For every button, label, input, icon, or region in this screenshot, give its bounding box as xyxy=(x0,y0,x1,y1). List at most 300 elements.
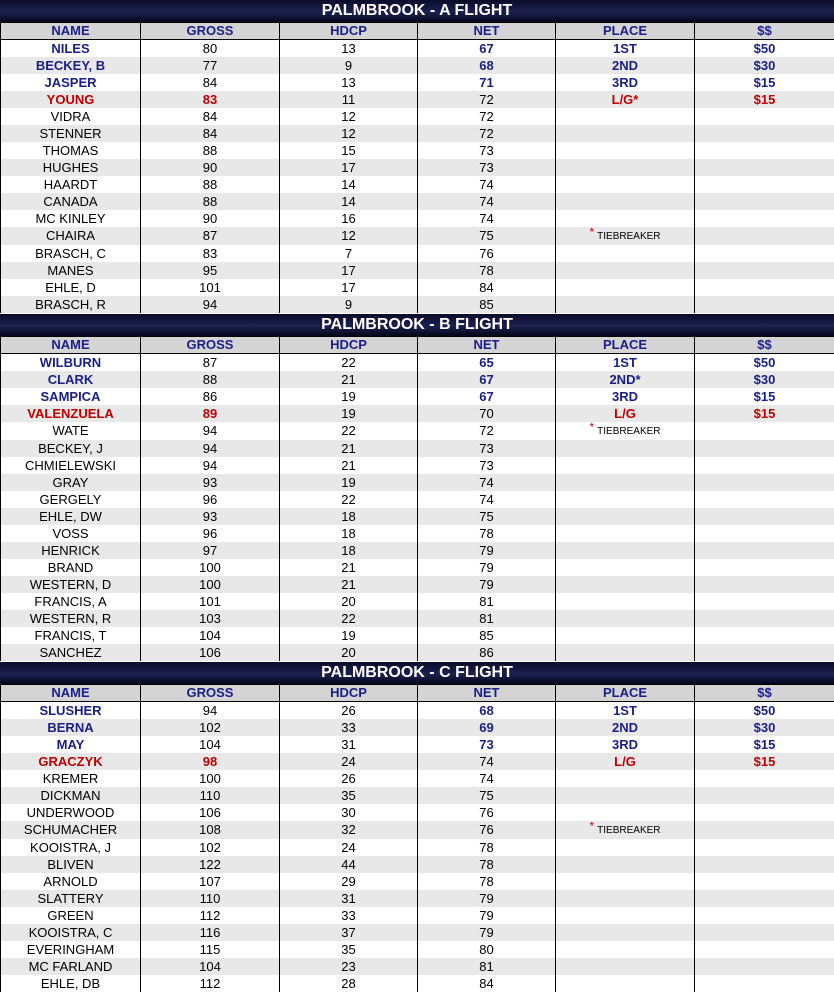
cell-name: WESTERN, R xyxy=(1,610,141,627)
cell-place: 1ST xyxy=(556,40,695,58)
cell-net: 86 xyxy=(418,644,556,661)
cell-hdcp: 35 xyxy=(280,941,418,958)
cell-money: $30 xyxy=(695,719,834,736)
cell-net: 78 xyxy=(418,839,556,856)
cell-net: 85 xyxy=(418,296,556,313)
cell-name: BRASCH, C xyxy=(1,245,141,262)
table-row xyxy=(1,856,834,873)
cell-place xyxy=(556,193,695,210)
table-row xyxy=(1,958,834,975)
cell-name: VALENZUELA xyxy=(1,405,141,422)
cell-hdcp: 13 xyxy=(280,40,418,58)
column-header: HDCP xyxy=(280,685,418,702)
cell-place xyxy=(556,279,695,296)
cell-name: EHLE, DB xyxy=(1,975,141,992)
cell-gross: 94 xyxy=(141,422,280,440)
column-header: $$ xyxy=(695,337,834,354)
cell-net: 74 xyxy=(418,193,556,210)
cell-net: 74 xyxy=(418,474,556,491)
cell-money xyxy=(695,245,834,262)
cell-money xyxy=(695,873,834,890)
cell-hdcp: 26 xyxy=(280,770,418,787)
cell-hdcp: 26 xyxy=(280,702,418,720)
column-header: HDCP xyxy=(280,337,418,354)
cell-net: 74 xyxy=(418,753,556,770)
cell-hdcp: 23 xyxy=(280,958,418,975)
cell-hdcp: 35 xyxy=(280,787,418,804)
cell-name: WILBURN xyxy=(1,354,141,372)
cell-place xyxy=(556,227,695,245)
cell-name: MC FARLAND xyxy=(1,958,141,975)
table-row xyxy=(1,108,834,125)
table-row xyxy=(1,57,834,74)
cell-money xyxy=(695,193,834,210)
cell-gross: 88 xyxy=(141,142,280,159)
cell-net: 75 xyxy=(418,787,556,804)
flight-title: PALMBROOK - C FLIGHT xyxy=(0,662,834,684)
cell-hdcp: 9 xyxy=(280,296,418,313)
table-row xyxy=(1,804,834,821)
table-row xyxy=(1,296,834,313)
cell-gross: 104 xyxy=(141,736,280,753)
table-row xyxy=(1,975,834,992)
cell-name: HUGHES xyxy=(1,159,141,176)
cell-gross: 103 xyxy=(141,610,280,627)
column-header: NET xyxy=(418,337,556,354)
cell-hdcp: 31 xyxy=(280,890,418,907)
cell-place xyxy=(556,576,695,593)
cell-hdcp: 22 xyxy=(280,422,418,440)
tiebreaker-note: TIEBREAKER xyxy=(597,825,661,836)
table-row xyxy=(1,74,834,91)
cell-money xyxy=(695,440,834,457)
cell-gross: 104 xyxy=(141,958,280,975)
cell-name: EVERINGHAM xyxy=(1,941,141,958)
cell-place xyxy=(556,804,695,821)
column-header: GROSS xyxy=(141,337,280,354)
cell-net: 79 xyxy=(418,907,556,924)
cell-money xyxy=(695,125,834,142)
cell-name: CHMIELEWSKI xyxy=(1,457,141,474)
cell-name: KOOISTRA, J xyxy=(1,839,141,856)
cell-gross: 94 xyxy=(141,296,280,313)
cell-name: BRASCH, R xyxy=(1,296,141,313)
cell-gross: 90 xyxy=(141,210,280,227)
cell-net: 76 xyxy=(418,804,556,821)
cell-money xyxy=(695,108,834,125)
cell-gross: 106 xyxy=(141,644,280,661)
cell-gross: 102 xyxy=(141,719,280,736)
cell-place xyxy=(556,627,695,644)
cell-net: 67 xyxy=(418,388,556,405)
column-header: GROSS xyxy=(141,685,280,702)
cell-money: $15 xyxy=(695,736,834,753)
table-row xyxy=(1,227,834,245)
cell-place xyxy=(556,210,695,227)
cell-name: CHAIRA xyxy=(1,227,141,245)
cell-net: 80 xyxy=(418,941,556,958)
cell-net: 79 xyxy=(418,576,556,593)
cell-gross: 93 xyxy=(141,474,280,491)
cell-gross: 122 xyxy=(141,856,280,873)
cell-money xyxy=(695,804,834,821)
table-row xyxy=(1,593,834,610)
cell-hdcp: 30 xyxy=(280,804,418,821)
cell-gross: 94 xyxy=(141,440,280,457)
cell-net: 70 xyxy=(418,405,556,422)
cell-net: 78 xyxy=(418,856,556,873)
cell-money xyxy=(695,474,834,491)
cell-gross: 110 xyxy=(141,787,280,804)
cell-name: KOOISTRA, C xyxy=(1,924,141,941)
table-row xyxy=(1,702,834,720)
results-table xyxy=(0,684,834,992)
cell-gross: 100 xyxy=(141,559,280,576)
cell-money xyxy=(695,262,834,279)
tiebreaker-asterisk: * xyxy=(589,227,595,239)
cell-money xyxy=(695,296,834,313)
column-header-row xyxy=(1,337,834,354)
table-row xyxy=(1,610,834,627)
cell-money: $15 xyxy=(695,405,834,422)
cell-name: GERGELY xyxy=(1,491,141,508)
cell-place xyxy=(556,296,695,313)
column-header: PLACE xyxy=(556,337,695,354)
table-row xyxy=(1,753,834,770)
cell-money xyxy=(695,227,834,245)
table-row xyxy=(1,941,834,958)
table-row xyxy=(1,542,834,559)
cell-name: WESTERN, D xyxy=(1,576,141,593)
cell-money: $50 xyxy=(695,40,834,58)
cell-gross: 96 xyxy=(141,525,280,542)
cell-name: HENRICK xyxy=(1,542,141,559)
cell-net: 73 xyxy=(418,159,556,176)
cell-net: 72 xyxy=(418,422,556,440)
cell-money xyxy=(695,542,834,559)
cell-net: 84 xyxy=(418,975,556,992)
cell-name: NILES xyxy=(1,40,141,58)
cell-place xyxy=(556,474,695,491)
cell-place: 2ND xyxy=(556,719,695,736)
table-row xyxy=(1,491,834,508)
column-header: $$ xyxy=(695,23,834,40)
table-row xyxy=(1,644,834,661)
cell-gross: 106 xyxy=(141,804,280,821)
cell-hdcp: 24 xyxy=(280,753,418,770)
results-table xyxy=(0,22,834,313)
cell-name: FRANCIS, T xyxy=(1,627,141,644)
cell-gross: 100 xyxy=(141,770,280,787)
cell-place xyxy=(556,440,695,457)
cell-hdcp: 21 xyxy=(280,371,418,388)
cell-money xyxy=(695,210,834,227)
cell-money xyxy=(695,839,834,856)
table-row xyxy=(1,262,834,279)
cell-money: $15 xyxy=(695,388,834,405)
tiebreaker-asterisk: * xyxy=(589,821,595,833)
cell-name: MANES xyxy=(1,262,141,279)
cell-hdcp: 33 xyxy=(280,907,418,924)
cell-place xyxy=(556,262,695,279)
cell-hdcp: 11 xyxy=(280,91,418,108)
table-row xyxy=(1,525,834,542)
cell-place xyxy=(556,856,695,873)
table-row xyxy=(1,457,834,474)
cell-gross: 112 xyxy=(141,907,280,924)
cell-name: BRAND xyxy=(1,559,141,576)
cell-money xyxy=(695,593,834,610)
cell-hdcp: 13 xyxy=(280,74,418,91)
table-row xyxy=(1,40,834,58)
column-header: NAME xyxy=(1,685,141,702)
table-row xyxy=(1,354,834,372)
table-row xyxy=(1,907,834,924)
cell-money xyxy=(695,176,834,193)
table-row xyxy=(1,388,834,405)
column-header: PLACE xyxy=(556,23,695,40)
cell-name: FRANCIS, A xyxy=(1,593,141,610)
table-row xyxy=(1,371,834,388)
cell-place: L/G* xyxy=(556,91,695,108)
cell-hdcp: 19 xyxy=(280,474,418,491)
cell-money xyxy=(695,279,834,296)
cell-hdcp: 12 xyxy=(280,125,418,142)
cell-name: MAY xyxy=(1,736,141,753)
cell-place xyxy=(556,176,695,193)
cell-place xyxy=(556,422,695,440)
cell-place: 1ST xyxy=(556,702,695,720)
cell-hdcp: 15 xyxy=(280,142,418,159)
cell-hdcp: 22 xyxy=(280,491,418,508)
cell-net: 73 xyxy=(418,142,556,159)
cell-hdcp: 14 xyxy=(280,193,418,210)
cell-name: SAMPICA xyxy=(1,388,141,405)
column-header: NET xyxy=(418,23,556,40)
cell-place xyxy=(556,125,695,142)
cell-place: 3RD xyxy=(556,736,695,753)
cell-net: 73 xyxy=(418,736,556,753)
cell-place: 3RD xyxy=(556,388,695,405)
cell-place: 3RD xyxy=(556,74,695,91)
table-row xyxy=(1,736,834,753)
cell-net: 75 xyxy=(418,508,556,525)
cell-place xyxy=(556,770,695,787)
cell-gross: 83 xyxy=(141,91,280,108)
cell-hdcp: 22 xyxy=(280,610,418,627)
cell-hdcp: 18 xyxy=(280,508,418,525)
table-row xyxy=(1,142,834,159)
cell-name: KREMER xyxy=(1,770,141,787)
cell-name: EHLE, DW xyxy=(1,508,141,525)
cell-hdcp: 31 xyxy=(280,736,418,753)
cell-place xyxy=(556,593,695,610)
cell-money xyxy=(695,787,834,804)
cell-name: SANCHEZ xyxy=(1,644,141,661)
cell-money xyxy=(695,975,834,992)
cell-net: 68 xyxy=(418,702,556,720)
cell-money xyxy=(695,890,834,907)
cell-name: DICKMAN xyxy=(1,787,141,804)
cell-net: 74 xyxy=(418,210,556,227)
cell-money xyxy=(695,627,834,644)
cell-name: WATE xyxy=(1,422,141,440)
cell-place xyxy=(556,924,695,941)
cell-place: 2ND xyxy=(556,57,695,74)
table-row xyxy=(1,422,834,440)
table-row xyxy=(1,474,834,491)
cell-gross: 84 xyxy=(141,74,280,91)
cell-net: 78 xyxy=(418,525,556,542)
cell-name: BLIVEN xyxy=(1,856,141,873)
table-row xyxy=(1,873,834,890)
cell-hdcp: 20 xyxy=(280,593,418,610)
cell-money xyxy=(695,457,834,474)
column-header-row xyxy=(1,685,834,702)
cell-hdcp: 12 xyxy=(280,227,418,245)
cell-net: 79 xyxy=(418,890,556,907)
cell-place xyxy=(556,508,695,525)
cell-place xyxy=(556,644,695,661)
cell-gross: 108 xyxy=(141,821,280,839)
cell-net: 67 xyxy=(418,371,556,388)
cell-hdcp: 37 xyxy=(280,924,418,941)
cell-hdcp: 14 xyxy=(280,176,418,193)
cell-gross: 86 xyxy=(141,388,280,405)
cell-net: 73 xyxy=(418,457,556,474)
cell-name: VIDRA xyxy=(1,108,141,125)
flight-title: PALMBROOK - A FLIGHT xyxy=(0,0,834,22)
cell-net: 78 xyxy=(418,873,556,890)
cell-place: 1ST xyxy=(556,354,695,372)
table-row xyxy=(1,770,834,787)
cell-net: 69 xyxy=(418,719,556,736)
cell-net: 76 xyxy=(418,245,556,262)
cell-name: GRAY xyxy=(1,474,141,491)
cell-place xyxy=(556,457,695,474)
cell-money xyxy=(695,941,834,958)
cell-money xyxy=(695,559,834,576)
table-row xyxy=(1,405,834,422)
cell-gross: 110 xyxy=(141,890,280,907)
cell-gross: 102 xyxy=(141,839,280,856)
cell-hdcp: 19 xyxy=(280,627,418,644)
cell-hdcp: 19 xyxy=(280,405,418,422)
cell-net: 67 xyxy=(418,40,556,58)
cell-hdcp: 22 xyxy=(280,354,418,372)
cell-name: VOSS xyxy=(1,525,141,542)
cell-name: BECKEY, B xyxy=(1,57,141,74)
cell-net: 81 xyxy=(418,593,556,610)
cell-net: 76 xyxy=(418,821,556,839)
cell-gross: 115 xyxy=(141,941,280,958)
cell-place xyxy=(556,610,695,627)
cell-hdcp: 28 xyxy=(280,975,418,992)
cell-hdcp: 21 xyxy=(280,457,418,474)
column-header: PLACE xyxy=(556,685,695,702)
cell-money: $30 xyxy=(695,57,834,74)
cell-net: 75 xyxy=(418,227,556,245)
cell-net: 79 xyxy=(418,924,556,941)
cell-money xyxy=(695,491,834,508)
cell-place xyxy=(556,108,695,125)
cell-gross: 88 xyxy=(141,176,280,193)
column-header: NAME xyxy=(1,23,141,40)
cell-hdcp: 44 xyxy=(280,856,418,873)
cell-gross: 107 xyxy=(141,873,280,890)
flight-title: PALMBROOK - B FLIGHT xyxy=(0,314,834,336)
cell-place xyxy=(556,159,695,176)
column-header: $$ xyxy=(695,685,834,702)
table-row xyxy=(1,176,834,193)
cell-money xyxy=(695,856,834,873)
cell-gross: 80 xyxy=(141,40,280,58)
cell-net: 81 xyxy=(418,610,556,627)
cell-money xyxy=(695,525,834,542)
cell-money xyxy=(695,508,834,525)
cell-hdcp: 17 xyxy=(280,159,418,176)
cell-hdcp: 32 xyxy=(280,821,418,839)
cell-hdcp: 12 xyxy=(280,108,418,125)
cell-net: 79 xyxy=(418,559,556,576)
cell-place: 2ND* xyxy=(556,371,695,388)
cell-place xyxy=(556,525,695,542)
cell-money: $50 xyxy=(695,702,834,720)
cell-net: 72 xyxy=(418,108,556,125)
cell-hdcp: 18 xyxy=(280,525,418,542)
cell-place xyxy=(556,491,695,508)
cell-net: 71 xyxy=(418,74,556,91)
cell-name: HAARDT xyxy=(1,176,141,193)
cell-hdcp: 33 xyxy=(280,719,418,736)
cell-name: UNDERWOOD xyxy=(1,804,141,821)
cell-money xyxy=(695,770,834,787)
cell-gross: 83 xyxy=(141,245,280,262)
cell-hdcp: 21 xyxy=(280,576,418,593)
cell-money: $30 xyxy=(695,371,834,388)
table-row xyxy=(1,125,834,142)
cell-money: $15 xyxy=(695,91,834,108)
cell-money xyxy=(695,576,834,593)
cell-hdcp: 7 xyxy=(280,245,418,262)
table-row xyxy=(1,508,834,525)
cell-gross: 94 xyxy=(141,457,280,474)
cell-place xyxy=(556,907,695,924)
cell-net: 65 xyxy=(418,354,556,372)
cell-place xyxy=(556,821,695,839)
cell-gross: 88 xyxy=(141,193,280,210)
cell-name: SLUSHER xyxy=(1,702,141,720)
cell-hdcp: 17 xyxy=(280,262,418,279)
cell-gross: 100 xyxy=(141,576,280,593)
cell-place xyxy=(556,839,695,856)
cell-place xyxy=(556,873,695,890)
flight-section xyxy=(0,0,834,314)
table-row xyxy=(1,627,834,644)
cell-money xyxy=(695,159,834,176)
cell-place xyxy=(556,941,695,958)
cell-money: $15 xyxy=(695,753,834,770)
cell-money xyxy=(695,907,834,924)
cell-hdcp: 9 xyxy=(280,57,418,74)
cell-place xyxy=(556,245,695,262)
table-row xyxy=(1,91,834,108)
cell-name: STENNER xyxy=(1,125,141,142)
cell-hdcp: 21 xyxy=(280,440,418,457)
cell-money xyxy=(695,924,834,941)
tiebreaker-note: TIEBREAKER xyxy=(597,426,661,437)
cell-gross: 89 xyxy=(141,405,280,422)
